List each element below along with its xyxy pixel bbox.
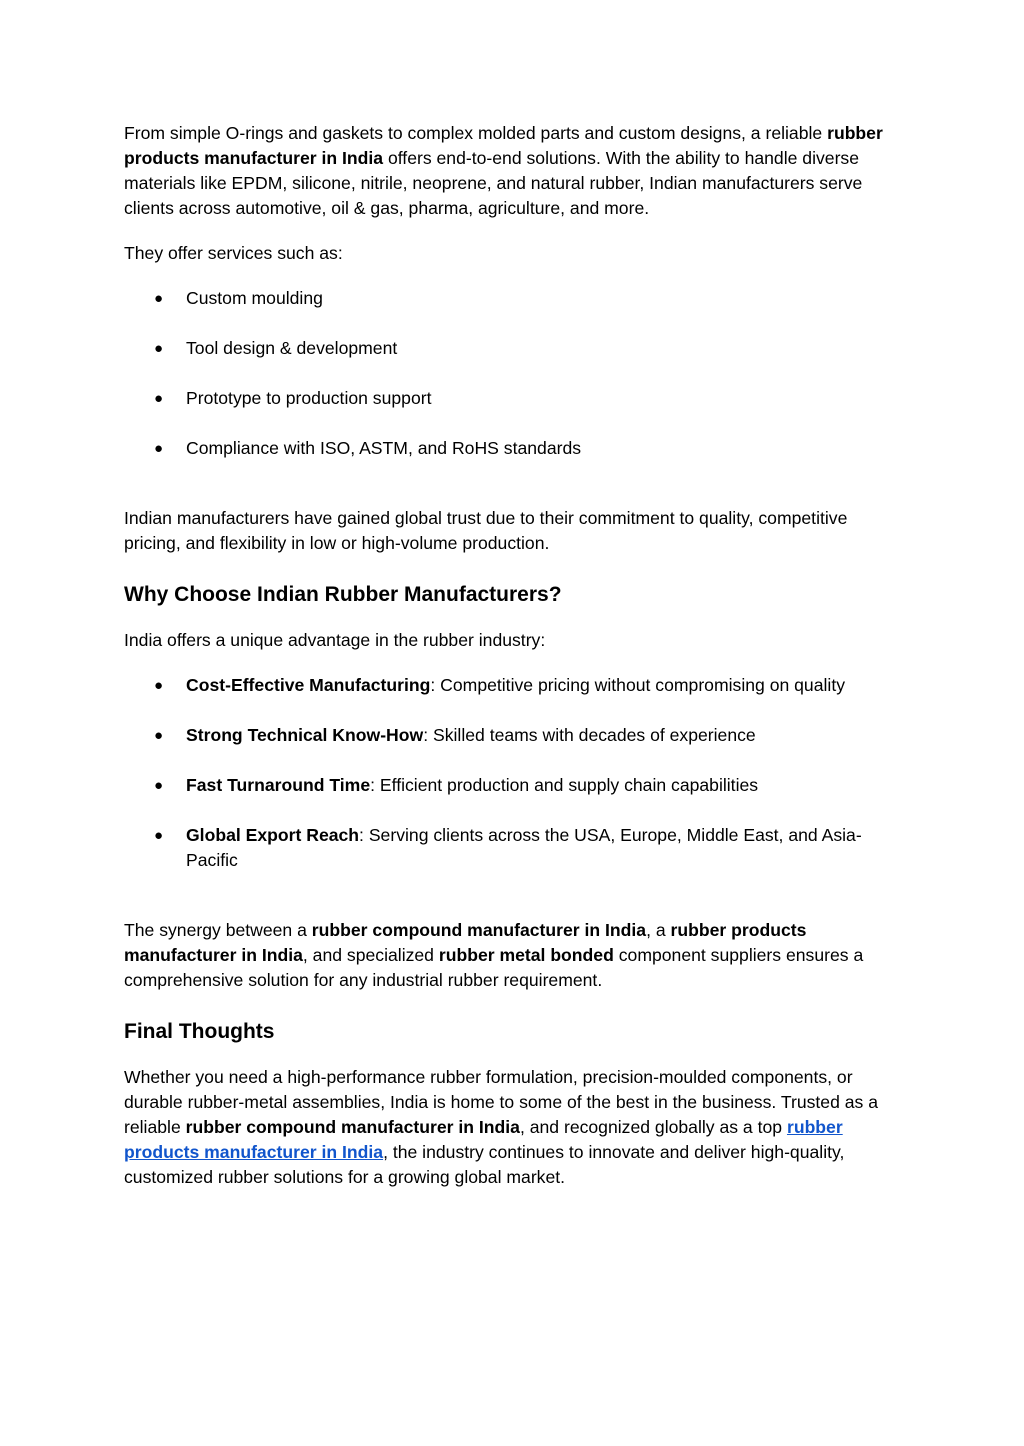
why-lead: India offers a unique advantage in the rubber industry: [124, 630, 546, 650]
list-item [124, 723, 899, 748]
final-keyword: rubber compound manufacturer in India [185, 1117, 520, 1137]
services-list [124, 286, 899, 461]
bullet-icon: ● [154, 390, 164, 407]
final-text-2: , and recognized globally as a top [519, 1117, 787, 1137]
list-item-text: : Serving clients across the USA, Europe, Middle East, and Asia-Pacific [186, 825, 862, 870]
synergy-text-3: , and specialized [302, 945, 439, 965]
list-item-text: Prototype to production support [186, 388, 432, 408]
list-item-text: : Efficient production and supply chain capabilities [370, 775, 759, 795]
list-item-title: Cost-Effective Manufacturing [186, 675, 431, 695]
synergy-keyword-1: rubber compound manufacturer in India [311, 920, 647, 940]
synergy-keyword-3: rubber metal bonded [438, 945, 614, 965]
synergy-text-4: component suppliers ensures a comprehensive solution for any industrial rubber requirement. [124, 945, 864, 990]
list-item [124, 436, 899, 461]
intro-text-2: offers end-to-end solutions. With the ability to handle diverse materials like EPDM, silicone, nitrile, neoprene, and natural rubber, Indian manufacturers serve clients across automotive, oil & gas, pharma, agriculture, and more. [124, 148, 863, 218]
bullet-icon: ● [154, 340, 164, 357]
list-item-text: Tool design & development [186, 338, 398, 358]
list-item [124, 673, 899, 698]
intro-text-1: From simple O-rings and gaskets to complex molded parts and custom designs, a reliable [124, 123, 828, 143]
synergy-paragraph [124, 918, 899, 993]
list-item-title: Strong Technical Know-How [186, 725, 424, 745]
list-item-title: Global Export Reach [186, 825, 360, 845]
list-item-title: Fast Turnaround Time [186, 775, 371, 795]
bullet-icon: ● [154, 727, 164, 744]
advantages-list [124, 673, 899, 873]
bullet-icon: ● [154, 777, 164, 794]
list-item-text: : Competitive pricing without compromising on quality [430, 675, 846, 695]
bullet-icon: ● [154, 290, 164, 307]
services-lead: They offer services such as: [124, 243, 343, 263]
final-text-1: Whether you need a high-performance rubber formulation, precision-moulded components, or durable rubber-metal assemblies, India is home to some of the best in the business. Trusted as a reliable [124, 1067, 878, 1137]
bullet-icon: ● [154, 827, 164, 844]
bullet-icon: ● [154, 440, 164, 457]
intro-keyword: rubber products manufacturer in India [124, 123, 883, 168]
list-item-text: Compliance with ISO, ASTM, and RoHS standards [186, 438, 582, 458]
final-paragraph [124, 1065, 899, 1190]
trust-paragraph: Indian manufacturers have gained global trust due to their commitment to quality, competitive pricing, and flexibility in low or high-volume production. [124, 508, 848, 553]
list-item [124, 386, 899, 411]
list-item [124, 336, 899, 361]
list-item-text: : Skilled teams with decades of experience [423, 725, 756, 745]
bullet-icon: ● [154, 677, 164, 694]
list-item [124, 286, 899, 311]
final-heading: Final Thoughts [124, 1020, 275, 1043]
intro-paragraph [124, 121, 899, 221]
list-item-text: Custom moulding [186, 288, 323, 308]
list-item [124, 823, 899, 873]
why-heading: Why Choose Indian Rubber Manufacturers? [124, 583, 562, 606]
synergy-text-2: , a [646, 920, 671, 940]
manufacturer-link[interactable]: rubber products manufacturer in India [124, 1117, 843, 1162]
document-page [124, 121, 899, 1190]
synergy-text-1: The synergy between a [124, 920, 312, 940]
final-text-3: , the industry continues to innovate and deliver high-quality, customized rubber solutions for a growing global market. [124, 1142, 845, 1187]
synergy-keyword-2: rubber products manufacturer in India [124, 920, 807, 965]
list-item [124, 773, 899, 798]
